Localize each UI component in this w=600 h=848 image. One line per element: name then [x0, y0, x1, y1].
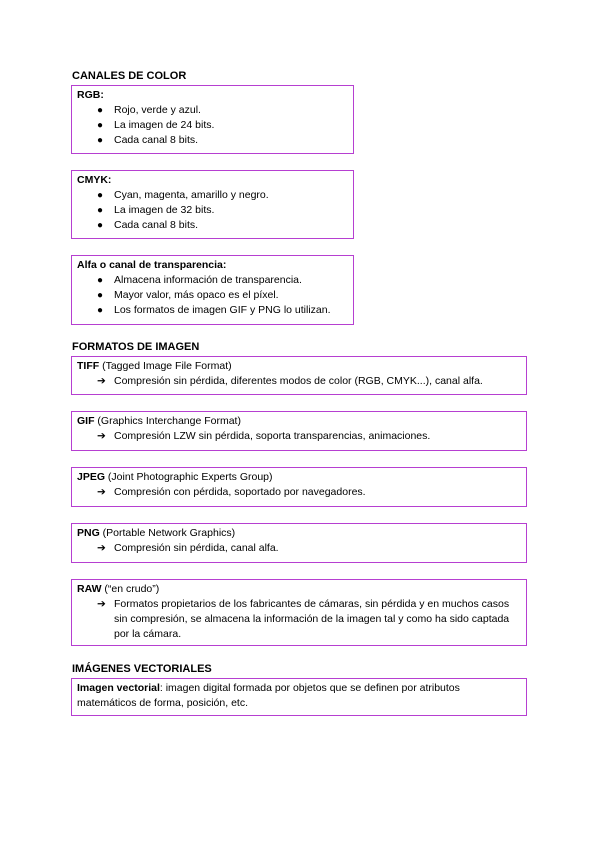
- alfa-box: [71, 255, 354, 325]
- arrow-icon: ➔: [97, 542, 106, 554]
- format-name: PNG: [77, 527, 100, 539]
- arrow-icon: ➔: [97, 486, 106, 498]
- bullet-icon: ●: [97, 190, 104, 201]
- format-name: TIFF: [77, 360, 100, 372]
- arrow-icon: ➔: [97, 430, 106, 442]
- bullet-icon: ●: [97, 105, 104, 116]
- png-box: [71, 523, 527, 563]
- alfa-title: Alfa o canal de transparencia:: [77, 259, 227, 271]
- format-description: Compresión sin pérdida, canal alfa.: [114, 542, 279, 554]
- bullet-icon: ●: [97, 290, 104, 301]
- list-item: ● Rojo, verde y azul.: [97, 104, 201, 116]
- vectorial-term: Imagen vectorial: [77, 682, 160, 694]
- section-title-vectoriales: IMÁGENES VECTORIALES: [72, 663, 212, 675]
- list-item: ● Cada canal 8 bits.: [97, 219, 199, 231]
- list-item: ● Almacena información de transparencia.: [97, 274, 302, 286]
- list-item: ● Mayor valor, más opaco es el píxel.: [97, 289, 279, 301]
- format-full-name: (Graphics Interchange Format): [94, 415, 241, 427]
- format-name: JPEG: [77, 471, 106, 483]
- bullet-icon: ●: [97, 120, 104, 131]
- format-name: RAW: [77, 583, 102, 595]
- rgb-box: [71, 85, 354, 154]
- bullet-icon: ●: [97, 135, 104, 146]
- list-item: ● La imagen de 24 bits.: [97, 119, 215, 131]
- format-description: Compresión LZW sin pérdida, soporta transparencias, animaciones.: [114, 430, 431, 442]
- bullet-icon: ●: [97, 275, 104, 286]
- gif-box: [71, 411, 527, 451]
- section-title-formatos: FORMATOS DE IMAGEN: [72, 341, 200, 353]
- bullet-icon: ●: [97, 205, 104, 216]
- format-description: Formatos propietarios de los fabricantes de cámaras, sin pérdida y en muchos casos sin compresión, se almacena la información de la imagen tal y como ha sido captada por la cámara.: [114, 598, 510, 640]
- vectorial-definition: : imagen digital formada por objetos que se definen por atributos matemáticos de forma, posición, etc.: [77, 682, 460, 709]
- arrow-icon: ➔: [97, 598, 106, 610]
- rgb-list: [77, 103, 348, 148]
- list-item: ● Los formatos de imagen GIF y PNG lo utilizan.: [97, 304, 331, 316]
- format-description: Compresión con pérdida, soportado por navegadores.: [114, 486, 366, 498]
- format-full-name: (Tagged Image File Format): [99, 360, 232, 372]
- format-description: Compresión sin pérdida, diferentes modos de color (RGB, CMYK...), canal alfa.: [114, 375, 483, 387]
- bullet-icon: ●: [97, 220, 104, 231]
- format-name: GIF: [77, 415, 95, 427]
- raw-box: [71, 579, 527, 646]
- alfa-list: [77, 273, 348, 318]
- format-full-name: (Portable Network Graphics): [99, 527, 236, 539]
- vectorial-box: [71, 678, 527, 716]
- cmyk-list: [77, 188, 348, 233]
- document-page: [71, 70, 531, 716]
- jpeg-box: [71, 467, 527, 507]
- list-item: ● Cada canal 8 bits.: [97, 134, 199, 146]
- format-full-name: (Joint Photographic Experts Group): [105, 471, 273, 483]
- rgb-title: RGB:: [77, 89, 104, 101]
- section-title-canales: CANALES DE COLOR: [72, 70, 187, 82]
- list-item: ● Cyan, magenta, amarillo y negro.: [97, 189, 269, 201]
- cmyk-title: CMYK:: [77, 174, 112, 186]
- list-item: ● La imagen de 32 bits.: [97, 204, 215, 216]
- tiff-box: [71, 356, 527, 395]
- format-full-name: (“en crudo”): [101, 583, 160, 595]
- bullet-icon: ●: [97, 305, 104, 316]
- arrow-icon: ➔: [97, 375, 106, 387]
- cmyk-box: [71, 170, 354, 239]
